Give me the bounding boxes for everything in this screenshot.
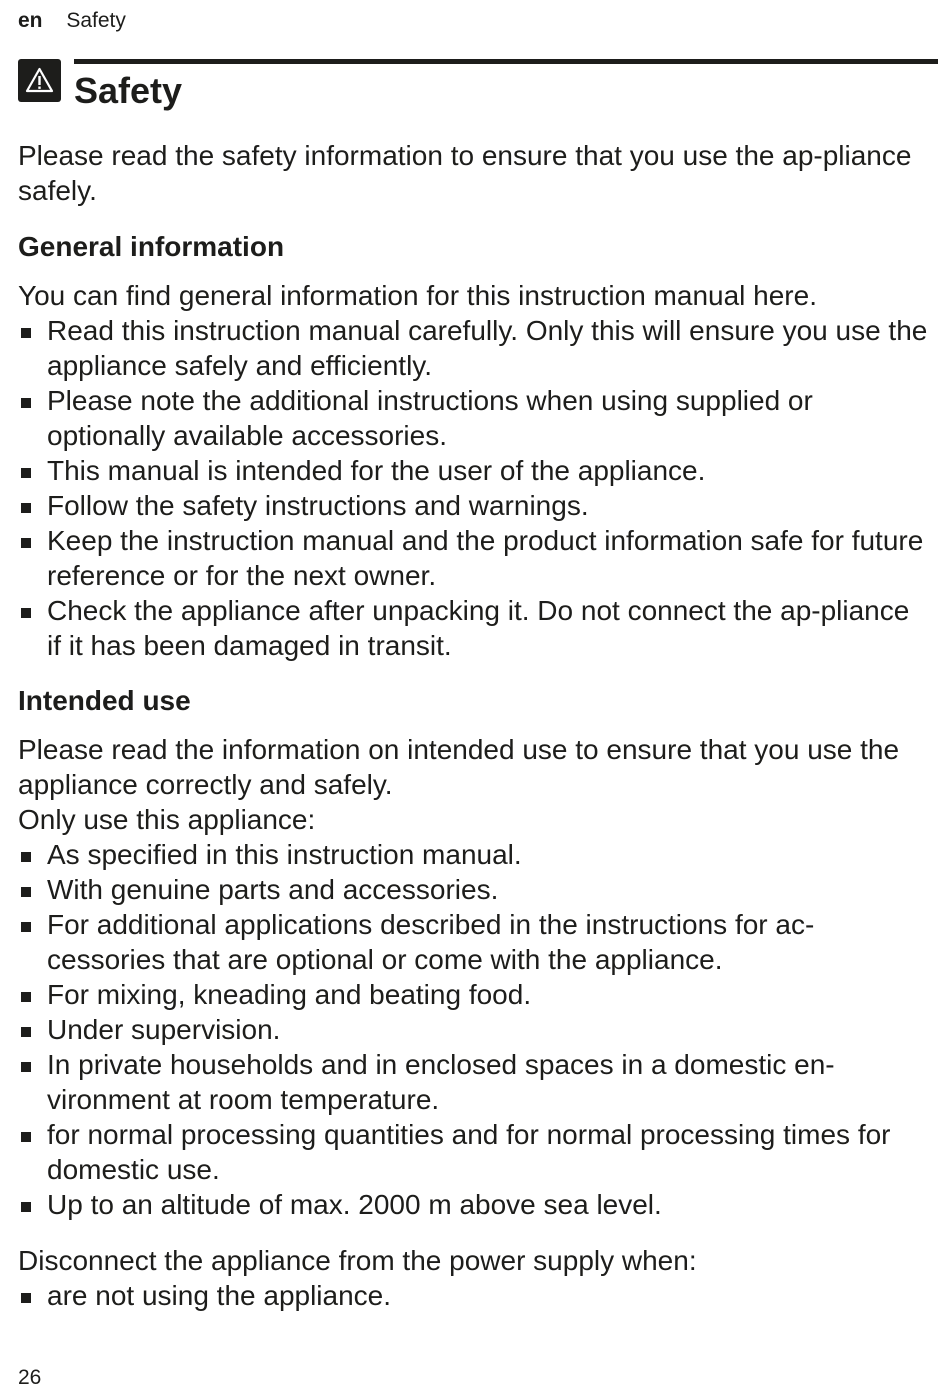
intended-use-lead: Please read the information on intended use to ensure that you use the appliance correctly and safely. (18, 734, 900, 800)
list-item-text: This manual is intended for the user of the appliance. (47, 455, 706, 486)
list-item-text: With genuine parts and accessories. (47, 874, 499, 905)
list-item-text: In private households and in enclosed spaces in a domestic en-vironment at room temperature. (47, 1049, 835, 1115)
list-item-text: Please note the additional instructions when using supplied or optionally available accessories. (47, 385, 813, 451)
title-rule (74, 59, 938, 64)
bullet-square-icon (21, 1293, 31, 1303)
list-item (18, 1187, 928, 1222)
bullet-square-icon (21, 922, 31, 932)
header-section-name: Safety (66, 9, 126, 32)
bullet-square-icon (21, 328, 31, 338)
warning-triangle-icon (18, 59, 61, 102)
list-item-text: Up to an altitude of max. 2000 m above sea level. (47, 1189, 662, 1220)
list-item-text: Follow the safety instructions and warnings. (47, 490, 589, 521)
disconnect-list (18, 1278, 928, 1313)
bullet-square-icon (21, 1027, 31, 1037)
list-item (18, 837, 928, 872)
list-item-text: For mixing, kneading and beating food. (47, 979, 532, 1010)
list-item (18, 1117, 928, 1187)
list-item (18, 383, 928, 453)
list-item (18, 872, 928, 907)
bullet-square-icon (21, 887, 31, 897)
list-item-text: As specified in this instruction manual. (47, 839, 522, 870)
intro-paragraph: Please read the safety information to ensure that you use the ap-pliance safely. (18, 140, 912, 206)
list-item (18, 977, 928, 1012)
list-item-text: Read this instruction manual carefully. Only this will ensure you use the appliance safely and efficiently. (47, 315, 928, 381)
language-code: en (18, 9, 43, 32)
general-information-heading: General information (18, 231, 285, 262)
list-item-text: Check the appliance after unpacking it. Do not connect the ap-pliance if it has been damaged in transit. (47, 595, 910, 661)
bullet-square-icon (21, 1202, 31, 1212)
bullet-square-icon (21, 538, 31, 548)
list-item (18, 1278, 928, 1313)
bullet-square-icon (21, 1132, 31, 1142)
bullet-square-icon (21, 608, 31, 618)
list-item-text: for normal processing quantities and for normal processing times for domestic use. (47, 1119, 891, 1185)
main-content (18, 138, 928, 1313)
bullet-square-icon (21, 398, 31, 408)
bullet-square-icon (21, 1062, 31, 1072)
list-item (18, 313, 928, 383)
list-item (18, 488, 928, 523)
list-item (18, 593, 928, 663)
bullet-square-icon (21, 503, 31, 513)
list-item (18, 1012, 928, 1047)
disconnect-lead: Disconnect the appliance from the power supply when: (18, 1245, 697, 1276)
running-header (18, 9, 126, 33)
list-item-text: are not using the appliance. (47, 1280, 392, 1311)
bullet-square-icon (21, 852, 31, 862)
list-item (18, 453, 928, 488)
intended-use-only: Only use this appliance: (18, 804, 316, 835)
list-item-text: Keep the instruction manual and the product information safe for future reference or for the next owner. (47, 525, 924, 591)
page-title: Safety (74, 70, 183, 111)
general-information-list (18, 313, 928, 663)
intended-use-heading: Intended use (18, 685, 191, 716)
bullet-square-icon (21, 468, 31, 478)
list-item-text: For additional applications described in the instructions for ac-cessories that are optional or come with the appliance. (47, 909, 815, 975)
bullet-square-icon (21, 992, 31, 1002)
list-item-text: Under supervision. (47, 1014, 281, 1045)
list-item (18, 1047, 928, 1117)
intended-use-list (18, 837, 928, 1222)
list-item (18, 907, 928, 977)
general-information-lead: You can find general information for this instruction manual here. (18, 280, 817, 311)
list-item (18, 523, 928, 593)
page-number: 26 (18, 1366, 42, 1389)
